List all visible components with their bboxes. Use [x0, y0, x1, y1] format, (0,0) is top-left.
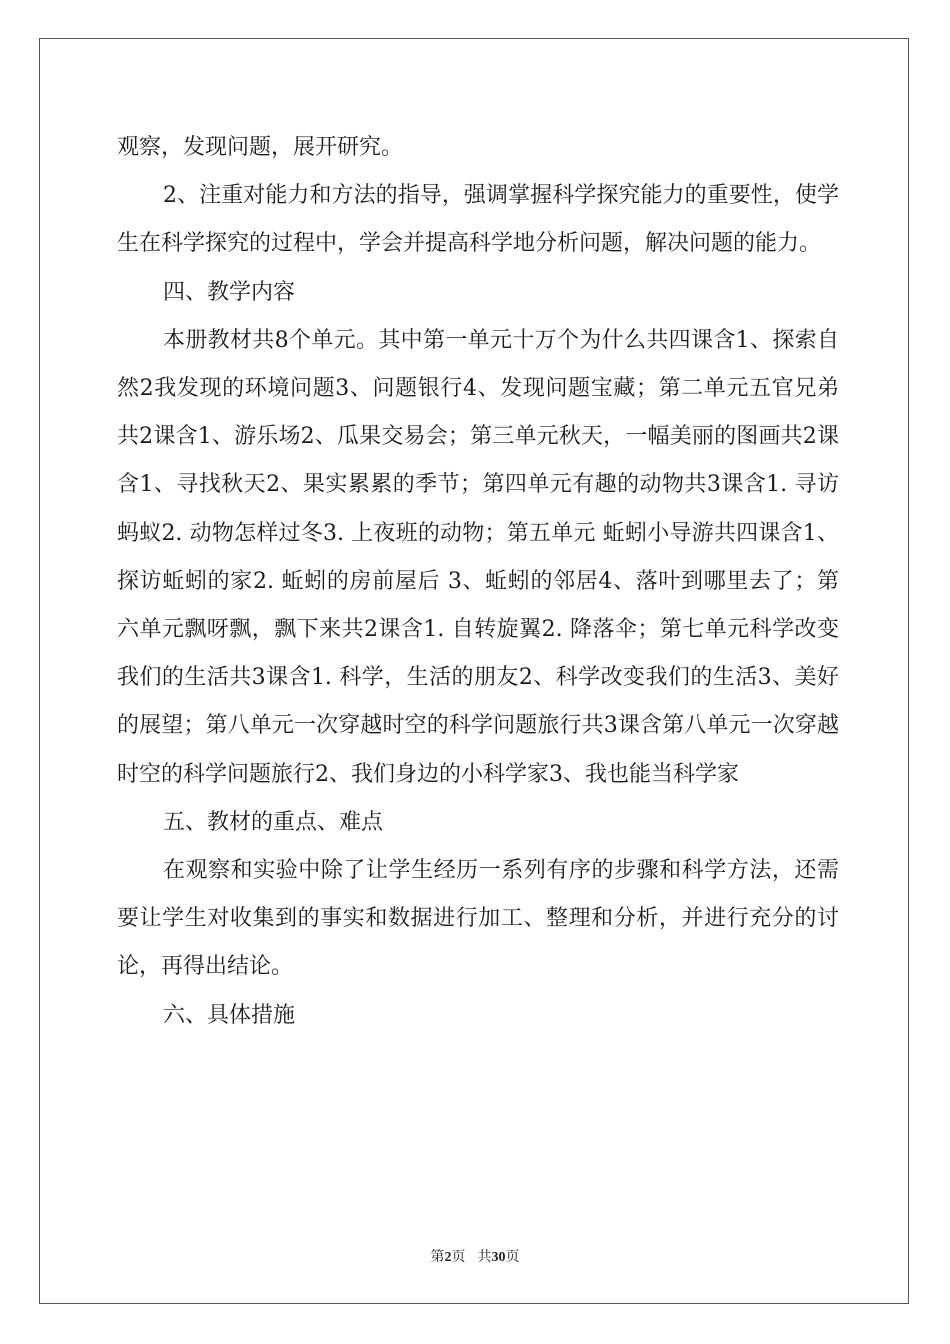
page-footer [0, 1246, 950, 1266]
page-number: 2 [444, 1250, 452, 1265]
section-heading-measures: 六、具体措施 [163, 1002, 296, 1028]
paragraph-method-guidance: 2、注重对能力和方法的指导，强调掌握科学探究能力的重要性，使学生在科学探究的过程中，学会并提高科学地分析问题，解决问题的能力。 [117, 183, 839, 257]
page-prefix: 第 [430, 1249, 445, 1265]
paragraph-key-points: 在观察和实验中除了让学生经历一系列有序的步骤和科学方法，还需要让学生对收集到的事实和数据进行加工、整理和分析，并进行充分的讨论，再得出结论。 [117, 858, 839, 980]
total-prefix: 共 [477, 1249, 492, 1265]
page-suffix: 页 [451, 1249, 466, 1265]
document-body [117, 124, 839, 1040]
section-heading-key-points: 五、教材的重点、难点 [163, 809, 384, 835]
total-pages: 30 [491, 1250, 506, 1265]
total-suffix: 页 [505, 1249, 520, 1265]
paragraph-continuation: 观察，发现问题，展开研究。 [117, 135, 404, 160]
paragraph-units-overview: 本册教材共8个单元。其中第一单元十万个为什么共四课含1、探索自然2我发现的环境问题3、问题银行4、发现问题宝藏；第二单元五官兄弟共2课含1、游乐场2、瓜果交易会；第三单元秋天，一幅美丽的图画共2课含1、寻找秋天2、果实累累的季节；第四单元有趣的动物共3课含1. 寻访蚂蚁2. 动物怎样过冬3. 上夜班的动物；第五单元 蚯蚓小导游共四课含1、探访蚯蚓的家2. 蚯蚓的房前屋后 3、蚯蚓的邻居4、落叶到哪里去了；第六单元飘呀飘，飘下来共2课含1. 自转旋翼2. 降落伞；第七单元科学改变我们的生活共3课含1. 科学，生活的朋友2、科学改变我们的生活3、美好的展望；第八单元一次穿越时空的科学问题旅行共3课含第八单元一次穿越时空的科学问题旅行2、我们身边的小科学家3、我也能当科学家 [117, 327, 839, 787]
section-heading-teaching-content: 四、教学内容 [163, 279, 296, 305]
